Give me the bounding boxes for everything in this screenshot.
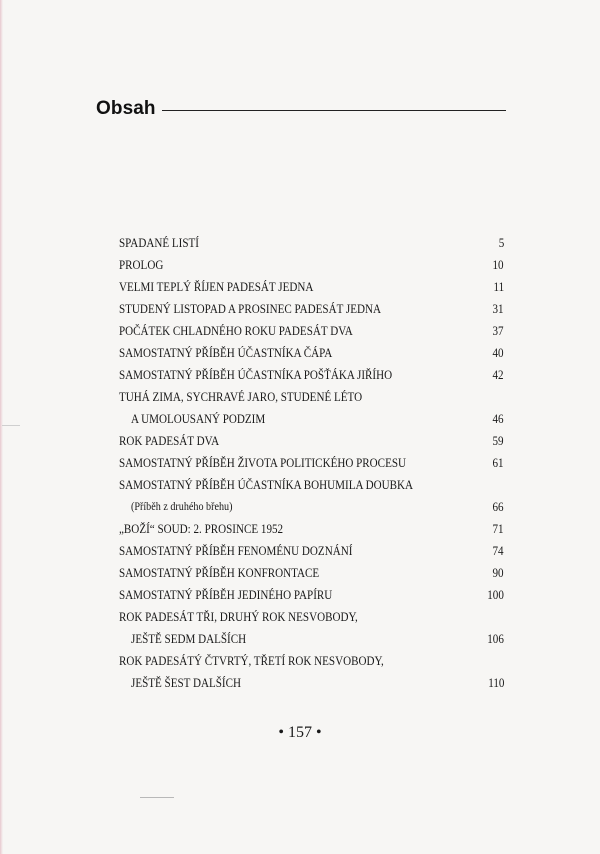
- toc-entry: [119, 342, 504, 364]
- toc-entry-title: ROK PADESÁT TŘI, DRUHÝ ROK NESVOBODY,: [119, 610, 358, 624]
- toc-entry-title: PROLOG: [119, 258, 164, 272]
- table-of-contents: [119, 232, 504, 694]
- toc-entry: [119, 584, 504, 606]
- toc-entry: [119, 320, 504, 342]
- toc-entry-page: 11: [493, 280, 504, 294]
- toc-entry-page: 100: [487, 588, 504, 602]
- toc-entry-page: 42: [492, 368, 504, 382]
- heading-rule: [162, 110, 506, 111]
- toc-entry: [119, 474, 504, 496]
- toc-entry-title: SAMOSTATNÝ PŘÍBĚH ÚČASTNÍKA ČÁPA: [119, 346, 333, 360]
- toc-entry-title: JEŠTĚ ŠEST DALŠÍCH: [131, 676, 242, 690]
- toc-entry: [119, 562, 504, 584]
- toc-entry-title: SAMOSTATNÝ PŘÍBĚH ÚČASTNÍKA POŠŤÁKA JIŘÍHO: [119, 368, 393, 382]
- toc-entry: [119, 298, 504, 320]
- toc-entry-page: 40: [492, 346, 504, 360]
- toc-entry: [119, 364, 504, 386]
- toc-entry-continuation: [119, 496, 504, 518]
- toc-entry-title: SAMOSTATNÝ PŘÍBĚH ŽIVOTA POLITICKÉHO PROCESU: [119, 456, 407, 470]
- toc-entry: [119, 254, 504, 276]
- toc-entry-title: ROK PADESÁT DVA: [119, 434, 220, 448]
- toc-entry: [119, 606, 504, 628]
- toc-entry-title: VELMI TEPLÝ ŘÍJEN PADESÁT JEDNA: [119, 280, 314, 294]
- toc-entry-page: 66: [492, 500, 504, 514]
- toc-entry: [119, 452, 504, 474]
- toc-entry-page: 106: [487, 632, 504, 646]
- toc-entry: [119, 232, 504, 254]
- toc-entry-title: SPADANÉ LISTÍ: [119, 236, 199, 250]
- toc-entry-title: SAMOSTATNÝ PŘÍBĚH ÚČASTNÍKA BOHUMILA DOUBKA: [119, 478, 414, 492]
- toc-entry-page: 61: [492, 456, 504, 470]
- toc-entry-page: 71: [492, 522, 504, 536]
- toc-entry-page: 31: [492, 302, 504, 316]
- toc-entry-continuation: [119, 628, 504, 650]
- toc-entry-title: SAMOSTATNÝ PŘÍBĚH FENOMÉNU DOZNÁNÍ: [119, 544, 353, 558]
- toc-entry: [119, 518, 504, 540]
- page-title: Obsah: [96, 98, 156, 119]
- page-number: • 157 •: [278, 724, 322, 741]
- toc-entry-page: 59: [492, 434, 504, 448]
- toc-entry-page: 46: [492, 412, 504, 426]
- toc-entry-page: 37: [492, 324, 504, 338]
- toc-heading: [96, 95, 506, 123]
- toc-entry-title: (Příběh z druhého břehu): [131, 501, 233, 513]
- toc-entry-page: 5: [498, 236, 504, 250]
- toc-entry-page: 10: [492, 258, 504, 272]
- toc-entry-title: A UMOLOUSANÝ PODZIM: [131, 412, 266, 426]
- scan-smudge: [140, 797, 174, 798]
- toc-entry: [119, 650, 504, 672]
- toc-entry-title: „BOŽÍ“ SOUD: 2. PROSINCE 1952: [119, 522, 284, 536]
- toc-entry-continuation: [119, 408, 504, 430]
- scan-smudge: [2, 425, 20, 426]
- toc-entry-title: POČÁTEK CHLADNÉHO ROKU PADESÁT DVA: [119, 324, 353, 338]
- toc-entry-title: SAMOSTATNÝ PŘÍBĚH KONFRONTACE: [119, 566, 320, 580]
- toc-entry-page: 74: [492, 544, 504, 558]
- toc-entry-page: 110: [487, 676, 504, 690]
- toc-entry-title: SAMOSTATNÝ PŘÍBĚH JEDINÉHO PAPÍRU: [119, 588, 333, 602]
- toc-entry: [119, 540, 504, 562]
- toc-entry: [119, 430, 504, 452]
- toc-entry-page: 90: [492, 566, 504, 580]
- toc-entry: [119, 276, 504, 298]
- toc-entry-title: ROK PADESÁTÝ ČTVRTÝ, TŘETÍ ROK NESVOBODY,: [119, 654, 384, 668]
- toc-entry-continuation: [119, 672, 504, 694]
- toc-entry-title: TUHÁ ZIMA, SYCHRAVÉ JARO, STUDENÉ LÉTO: [119, 390, 363, 404]
- toc-entry-title: JEŠTĚ SEDM DALŠÍCH: [131, 632, 247, 646]
- toc-entry: [119, 386, 504, 408]
- toc-entry-title: STUDENÝ LISTOPAD A PROSINEC PADESÁT JEDNA: [119, 302, 382, 316]
